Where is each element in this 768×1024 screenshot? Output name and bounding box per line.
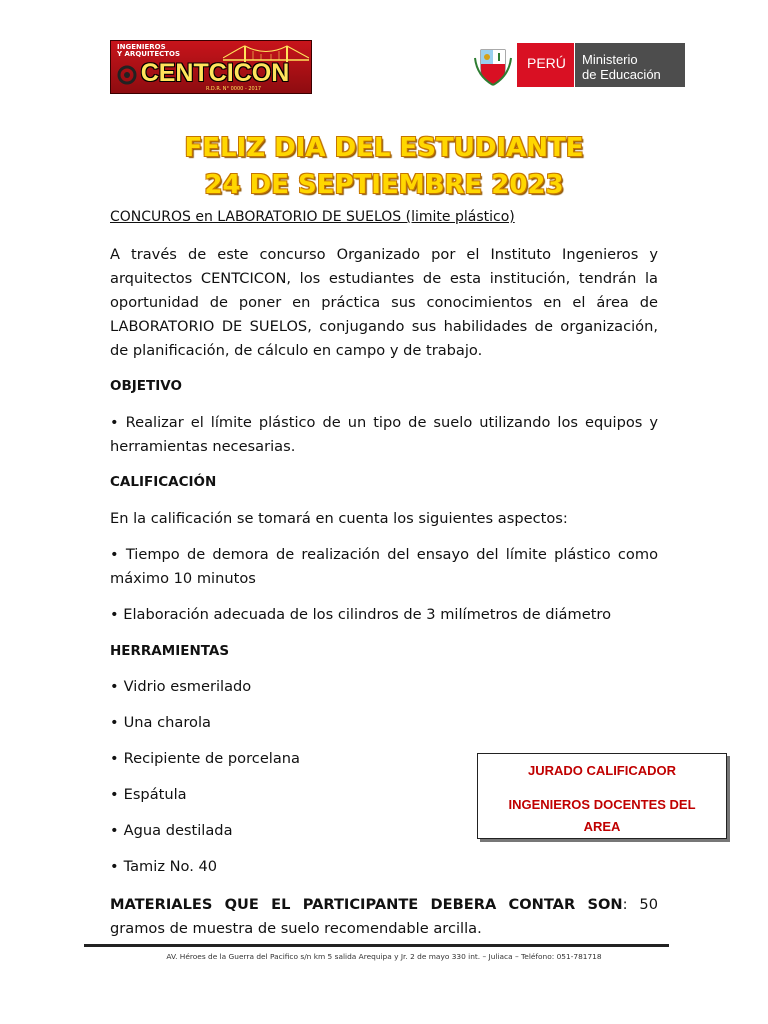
herramienta-item: • Espátula — [110, 786, 187, 803]
title-line2: 24 DE SEPTIEMBRE 2023 — [204, 170, 564, 200]
herramienta-label: Vidrio esmerilado — [123, 678, 252, 695]
calificacion-bullet-1-text: Tiempo de demora de realización del ensayo del límite plástico como máximo 10 minutos — [110, 546, 658, 587]
herramienta-item: • Recipiente de porcelana — [110, 750, 300, 767]
herramienta-label: Espátula — [123, 786, 187, 803]
peru-label: PERÚ — [527, 55, 566, 71]
jurado-line2: INGENIEROS DOCENTES DEL — [508, 797, 696, 812]
bullet-dot: • — [110, 606, 119, 623]
logo-top-line2: Y ARQUITECTOS — [117, 50, 181, 58]
intro-paragraph: A través de este concurso Organizado por el Instituto Ingenieros y arquitectos CENTCICON, los estudiantes de esta institución, tendrán la oportunidad de poner en práctica sus conocimientos en el área de LABORATORIO DE SUELOS, conjugando sus habilidades de organización, de planificación, de cálculo en campo y de trabajo. — [110, 246, 658, 359]
objetivo-text: Realizar el límite plástico de un tipo de suelo utilizando los equipos y herramientas necesarias. — [110, 414, 658, 455]
subtitle: CONCUROS en LABORATORIO DE SUELOS (limite plástico) — [110, 209, 515, 225]
peru-label-box — [517, 43, 574, 87]
materiales-paragraph — [110, 893, 658, 941]
herramienta-item: • Tamiz No. 40 — [110, 858, 218, 875]
calificacion-intro: En la calificación se tomará en cuenta los siguientes aspectos: — [110, 510, 568, 527]
jurado-line1: JURADO CALIFICADOR — [527, 763, 677, 778]
materiales-text: : 50 gramos de muestra de suelo recomendable arcilla. — [110, 896, 658, 937]
bullet-dot: • — [110, 414, 119, 431]
logo-sub: R.D.R. N° 0000 - 2017 — [206, 86, 262, 92]
herramienta-label: Agua destilada — [123, 822, 233, 839]
peru-shield-icon — [473, 46, 513, 86]
herramienta-label: Recipiente de porcelana — [123, 750, 300, 767]
jurado-box — [477, 753, 727, 839]
calificacion-bullet-2 — [110, 603, 658, 627]
logo-top-text — [117, 44, 180, 58]
herramienta-item: • Vidrio esmerilado — [110, 678, 252, 695]
herramientas-heading: HERRAMIENTAS — [110, 643, 230, 659]
title-line1: FELIZ DIA DEL ESTUDIANTE — [184, 133, 584, 163]
herramienta-item: • Agua destilada — [110, 822, 233, 839]
centcicon-logo — [110, 40, 312, 94]
herramienta-item: • Una charola — [110, 714, 211, 731]
footer-divider — [84, 944, 669, 947]
herramienta-label: Tamiz No. 40 — [123, 858, 218, 875]
calificacion-bullet-1 — [110, 543, 658, 591]
objetivo-bullet — [110, 411, 658, 459]
ministerio-line1: Ministerio — [582, 52, 638, 67]
materiales-label: MATERIALES QUE EL PARTICIPANTE DEBERA CONTAR SON — [110, 896, 623, 913]
bullet-dot: • — [110, 546, 119, 563]
calificacion-heading: CALIFICACIÓN — [110, 474, 217, 490]
logo-top-line1: INGENIEROS — [117, 43, 166, 51]
objetivo-heading: OBJETIVO — [110, 378, 182, 394]
ministerio-box — [575, 43, 685, 87]
logo-brand: CENTCICON — [140, 59, 290, 87]
calificacion-bullet-2-text: Elaboración adecuada de los cilindros de 3 milímetros de diámetro — [123, 606, 612, 623]
footer-address: AV. Héroes de la Guerra del Pacifico s/n km 5 salida Arequipa y Jr. 2 de mayo 330 int. – Juliaca – Teléfono: 051-781718 — [166, 952, 602, 961]
ministerio-line2: de Educación — [582, 67, 661, 82]
herramienta-label: Una charola — [123, 714, 211, 731]
jurado-line3: AREA — [583, 819, 621, 834]
